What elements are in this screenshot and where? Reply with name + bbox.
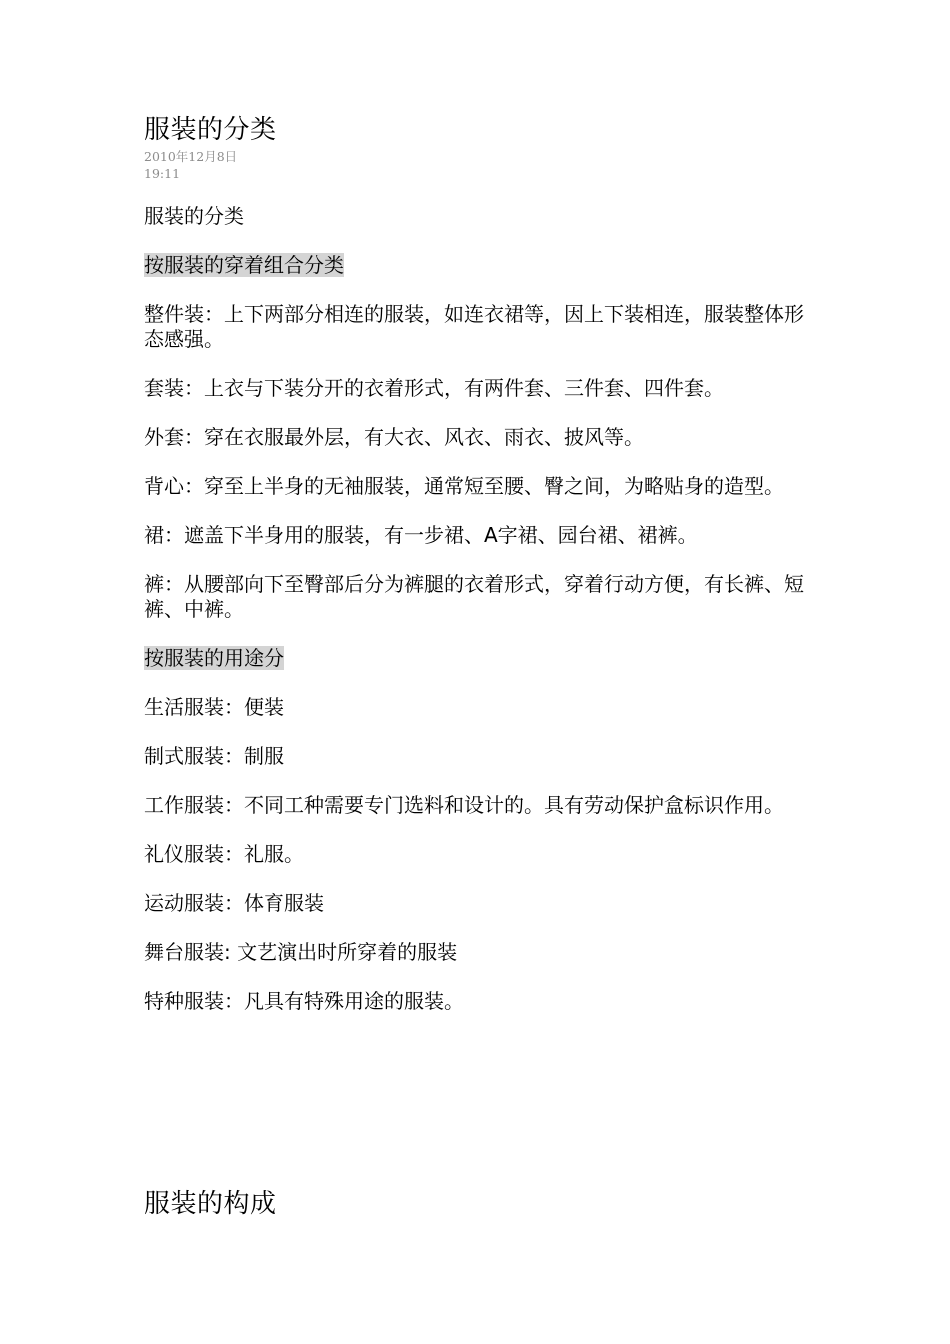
paragraph [144,842,804,867]
paragraph [144,376,804,401]
paragraph [144,744,804,769]
note-time: 19:11 [144,166,181,181]
paragraph-text: 外套：穿在衣服最外层，有大衣、风衣、雨衣、披风等。 [144,425,644,449]
paragraph-text: 套装：上衣与下装分开的衣着形式，有两件套、三件套、四件套。 [144,376,724,400]
paragraph-text: 制式服装：制服 [144,744,284,768]
paragraph [144,302,804,352]
paragraph [144,695,804,720]
paragraph-text: 舞台服装: 文艺演出时所穿着的服装 [144,940,458,964]
paragraph-text: 特种服装：凡具有特殊用途的服装。 [144,989,464,1013]
paragraph [144,572,804,622]
paragraph-text: 裤：从腰部向下至臀部后分为裤腿的衣着形式，穿着行动方便，有长裤、短裤、中裤。 [144,572,804,621]
section-heading [144,646,804,671]
paragraph [144,891,804,916]
paragraph-text: 礼仪服装：礼服。 [144,842,304,866]
paragraph-text: 裙：遮盖下半身用的服装，有一步裙、A字裙、园台裙、裙裤。 [144,523,698,547]
paragraph [144,425,804,450]
highlighted-heading: 按服装的用途分 [144,646,284,670]
highlighted-heading: 按服装的穿着组合分类 [144,253,344,277]
section-heading [144,253,804,278]
paragraph [144,474,804,499]
note-page [144,112,804,1038]
paragraph-text: 背心：穿至上半身的无袖服装，通常短至腰、臀之间，为略贴身的造型。 [144,474,784,498]
paragraph-text: 服装的分类 [144,204,244,228]
paragraph [144,940,804,965]
note-title: 服装的分类 [144,115,277,145]
paragraph [144,204,804,229]
paragraph [144,989,804,1014]
paragraph [144,523,804,548]
paragraph-text: 整件装：上下两部分相连的服装，如连衣裙等，因上下装相连，服装整体形态感强。 [144,302,804,351]
paragraph-text: 生活服装：便装 [144,695,284,719]
note-body [144,204,804,1014]
paragraph [144,793,804,818]
paragraph-text: 运动服装：体育服装 [144,891,324,915]
next-section-title: 服装的构成 [144,1189,277,1219]
paragraph-text: 工作服装：不同工种需要专门选料和设计的。具有劳动保护盒标识作用。 [144,793,784,817]
note-date: 2010年12月8日 [144,149,238,164]
